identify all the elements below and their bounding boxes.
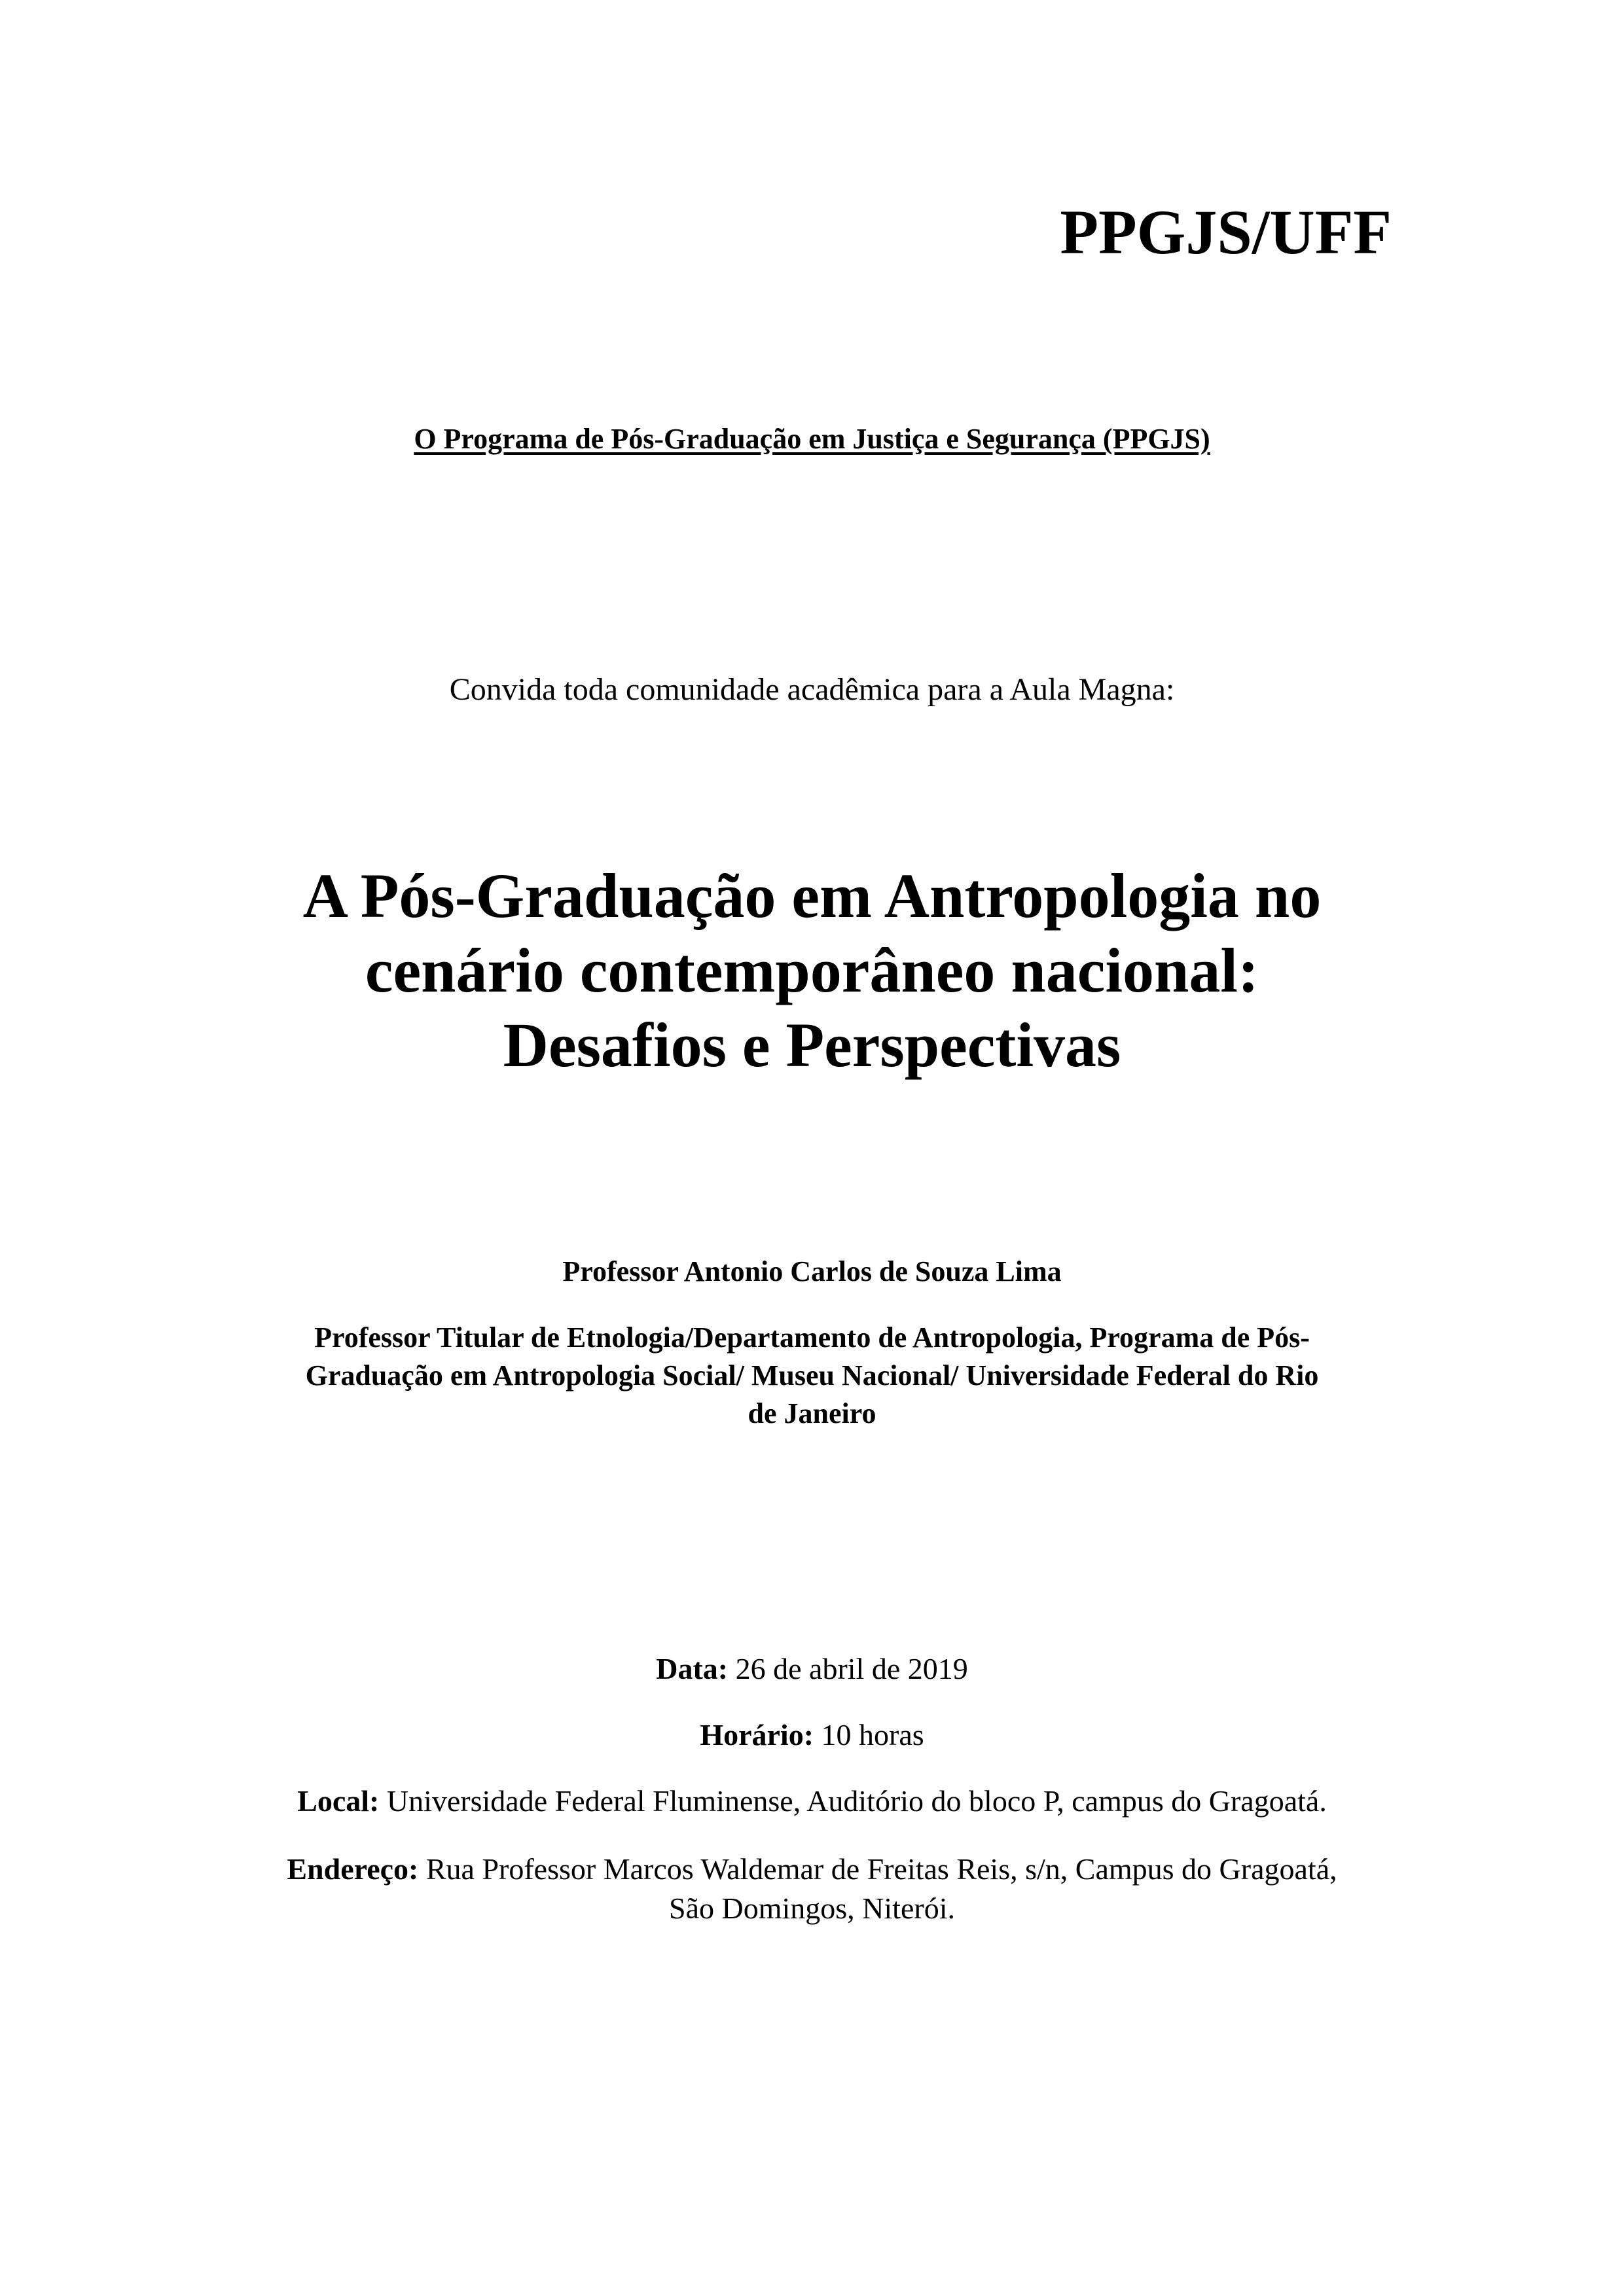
- place-label: Local:: [297, 1784, 380, 1818]
- place-value: Universidade Federal Fluminense, Auditório do bloco P, campus do Gragoatá.: [379, 1784, 1327, 1818]
- address-label: Endereço:: [287, 1852, 419, 1886]
- time-label: Horário:: [700, 1718, 814, 1752]
- lecture-title-line: A Pós-Graduação em Antropologia no: [302, 861, 1322, 931]
- event-date: [216, 1651, 1408, 1687]
- event-time: [216, 1717, 1408, 1753]
- program-name: O Programa de Pós-Graduação em Justiça e Segurança (PPGJS): [414, 423, 1210, 455]
- event-address: [216, 1850, 1408, 1929]
- address-value: Rua Professor Marcos Waldemar de Freitas Reis, s/n, Campus do Gragoatá,: [418, 1852, 1337, 1886]
- affiliation-line: Professor Titular de Etnologia/Departamento de Antropologia, Programa de Pós-: [314, 1321, 1310, 1354]
- lecture-title-line: cenário contemporâneo nacional:: [365, 935, 1259, 1006]
- affiliation-line: de Janeiro: [748, 1397, 876, 1430]
- invitation-text: Convida toda comunidade acadêmica para a Aula Magna:: [449, 672, 1175, 707]
- institution-header: PPGJS/UFF: [1060, 197, 1392, 267]
- event-place: [216, 1783, 1408, 1819]
- time-value: 10 horas: [814, 1718, 924, 1752]
- address-line: [216, 1850, 1408, 1890]
- speaker-name: Professor Antonio Carlos de Souza Lima: [562, 1255, 1062, 1287]
- date-value: 26 de abril de 2019: [728, 1652, 968, 1685]
- lecture-title: [196, 859, 1428, 1083]
- address-line: São Domingos, Niterói.: [669, 1892, 955, 1926]
- speaker-affiliation: [223, 1319, 1401, 1433]
- date-label: Data:: [656, 1652, 729, 1685]
- affiliation-line: Graduação em Antropologia Social/ Museu Nacional/ Universidade Federal do Rio: [305, 1359, 1319, 1392]
- event-details: [216, 1651, 1408, 1959]
- lecture-title-line: Desafios e Perspectivas: [503, 1010, 1121, 1081]
